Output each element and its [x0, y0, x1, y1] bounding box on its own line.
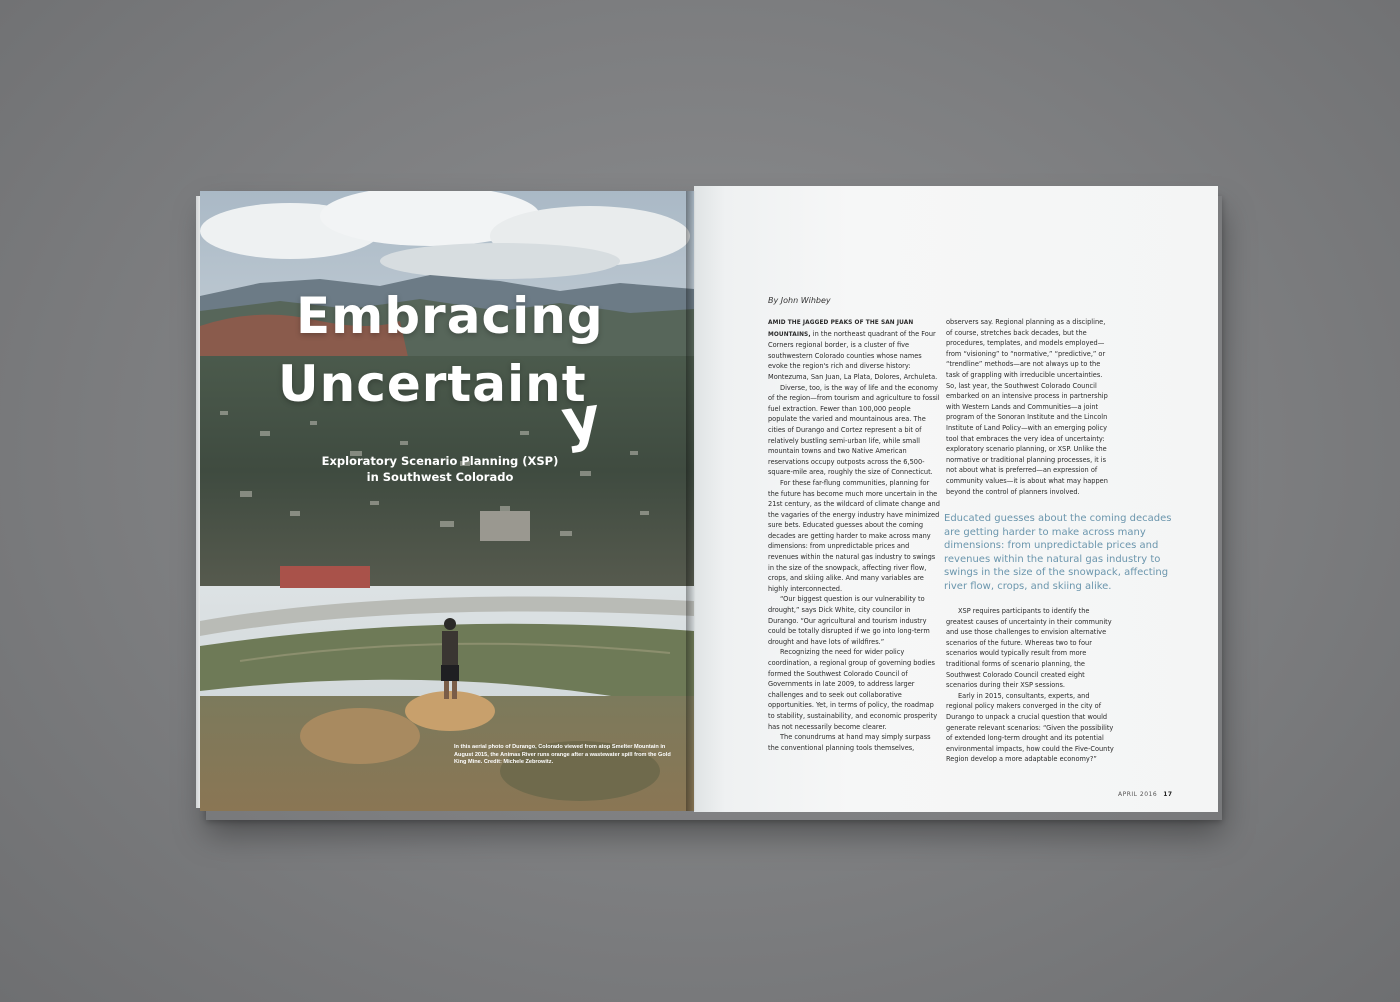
subtitle-line2: in Southwest Colorado: [366, 470, 514, 484]
paragraph: Early in 2015, consultants, experts, and regional policy makers converged in the city of Durango to unpack a crucial question that would generate relevant scenarios: “Given the possibility of extended long-term drought and its potential environmental impacts, how could the Five-County Region develop a more adaptable economy?”: [946, 691, 1114, 764]
lead-in: AMID THE JAGGED PEAKS OF THE SAN JUAN MOUNTAINS,: [768, 320, 914, 338]
page-number: 17: [1163, 791, 1173, 798]
text-column-1: [768, 317, 940, 753]
paragraph: observers say. Regional planning as a discipline, of course, stretches back decades, but the procedures, templates, and models employed—from “visioning” to “normative,” “predictive,” or “trendline” methods—are not always up to the task of grappling with irreducible uncertainties. So, last year, the Southwest Colorado Council embarked on an intensive process in partnership with Western Lands and Communities—a joint program of the Sonoran Institute and the Lincoln Institute of Land Policy—with an emerging policy tool that embraces the very idea of uncertainty: exploratory scenario planning, or XSP. Unlike the normative or traditional planning processes, it is not about what is preferred—an expression of community values—it is about what may happen beyond the control of planners involved.: [946, 318, 1108, 496]
paragraph: Diverse, too, is the way of life and the economy of the region—from tourism and agriculture to fossil fuel extraction. Fewer than 100,000 people populate the varied and mountainous area. The cities of Durango and Cortez represent a bit of relatively bustling semi-urban life, while small mountain towns and two Native American reservations occupy outposts across the 6,500-square-mile area, roughly the size of Connecticut.: [768, 383, 940, 477]
paragraph: For these far-flung communities, planning for the future has become much more uncertain in the 21st century, as the wildcard of climate change and the vagaries of the energy industry have minimized sure bets. Educated guesses about the coming decades are getting harder to make across many dimensions: from unpredictable prices and revenues within the natural gas industry to swings in the size of the snowpack, affecting river flow, crops, and skiing alike. And many variables are highly interconnected.: [768, 478, 940, 593]
right-page: [694, 186, 1218, 812]
text-column-2-continued: [946, 606, 1114, 765]
text-column-2: [946, 317, 1112, 497]
folio-issue: APRIL 2016: [1118, 791, 1158, 798]
page-folio: [1118, 791, 1173, 798]
subtitle-line1: Exploratory Scenario Planning (XSP): [321, 454, 559, 468]
article-subtitle: [320, 453, 560, 485]
article-title-line2: Uncertaint: [278, 355, 587, 413]
paragraph-text: in the northeast quadrant of the Four Corners regional border, is a cluster of five southwestern Colorado counties whose names evoke the region's rich and diverse history: Montezuma, San Juan, La Plata, Dolores, Archuleta.: [768, 329, 938, 381]
article-title-line1: Embracing: [296, 287, 604, 345]
paragraph: Recognizing the need for wider policy coordination, a regional group of governing bodies formed the Southwest Colorado Council of Governments in late 2009, to address larger challenges and to seek out collaborative opportunities. Yet, in terms of policy, the roadmap to stability, sustainability, and economic prosperity has not necessarily become clearer.: [768, 648, 938, 731]
paragraph: The conundrums at hand may simply surpass the conventional planning tools themselves,: [768, 733, 931, 752]
pull-quote: Educated guesses about the coming decades are getting harder to make across many dimensions: from unpredictable prices and revenues within the natural gas industry to swings in the size of the snowpack, affecting river flow, crops, and skiing alike.: [944, 513, 1172, 592]
left-page-photo: [200, 191, 694, 811]
paragraph: “Our biggest question is our vulnerability to drought,” says Dick White, city councilor in Durango. “Our agricultural and tourism industry could be totally disrupted if we go into long-term drought and have lots of wildfires.”: [768, 595, 930, 646]
photo-caption: In this aerial photo of Durango, Colorado viewed from atop Smelter Mountain in August 2015, the Animas River runs orange after a wastewater spill from the Gold King Mine. Credit: Michele Zebrowitz.: [454, 744, 671, 766]
paragraph: [768, 317, 940, 383]
byline: By John Wihbey: [768, 296, 831, 305]
article-title-tail-letter: y: [557, 382, 605, 456]
aerial-photo-image: [200, 191, 694, 811]
paragraph: XSP requires participants to identify the greatest causes of uncertainty in their community and use those challenges to envision alternative scenarios of the future. Whereas two to four scenarios would typically result from more traditional forms of scenario planning, the Southwest Colorado Council created eight scenarios during their XSP sessions.: [946, 607, 1112, 690]
